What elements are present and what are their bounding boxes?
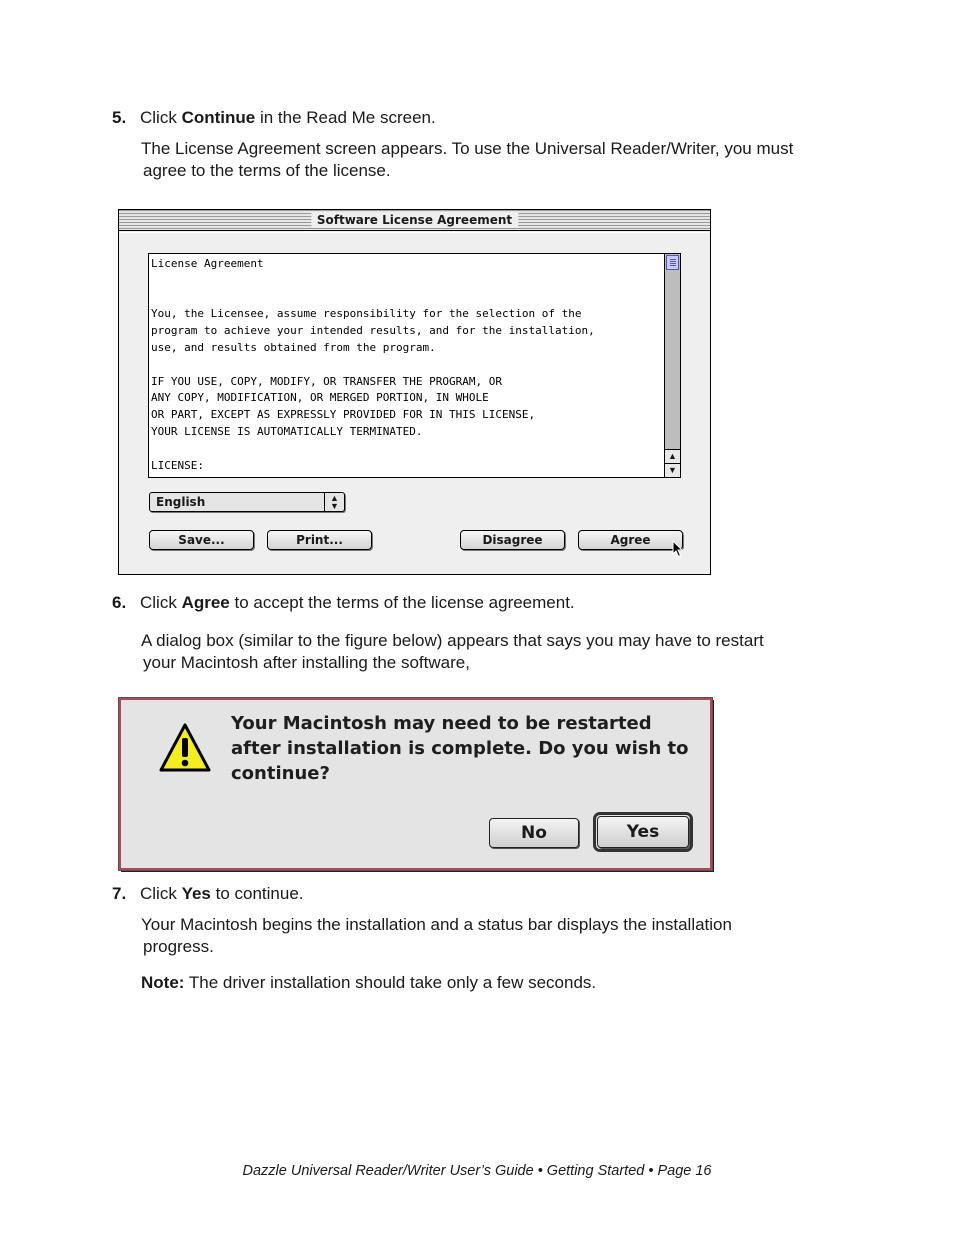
scroll-up-arrow-icon[interactable]: ▲ [665,449,680,463]
description-line: your Macintosh after installing the software, [143,653,470,672]
license-text: License Agreement You, the Licensee, assume responsibility for the selection of the program to achieve your intended results, and for the installation, use, and results obtained from the program. IF YOU USE, COPY, MODIFY, OR TRANSFER THE PROGRAM, OR ANY COPY, MODIFICATION, OR MERGED PORTION, IN WHOLE OR PART, EXCEPT AS EXPRESSLY PROVIDED FOR IN THIS LICENSE, YOUR LICENSE IS AUTOMATICALLY TERMINATED. LICENSE: [151,257,595,472]
description-line: Your Macintosh begins the installation and a status bar displays the installation [141,915,732,934]
description-line: agree to the terms of the license. [143,161,391,180]
step-text-pre: Click [140,593,182,612]
window-title: Software License Agreement [311,212,518,228]
disagree-button[interactable]: Disagree [460,530,565,550]
step-number: 6. [112,593,127,612]
step-text-pre: Click [140,108,182,127]
note-label: Note: [141,973,185,992]
note-text: The driver installation should take only a few seconds. [184,973,597,992]
window-title-bar[interactable] [119,210,710,231]
warning-icon [158,722,212,774]
step-text-post: to accept the terms of the license agreement. [229,593,575,612]
grip-icon [670,259,676,266]
scroll-thumb[interactable] [666,255,679,270]
step-5-description [141,138,851,182]
updown-arrows-icon: ▲ ▼ [324,493,344,511]
print-button[interactable]: Print... [267,530,372,550]
license-text-area[interactable] [148,253,681,478]
page-footer: Dazzle Universal Reader/Writer User’s Guide • Getting Started • Page 16 [242,1163,712,1179]
yes-button[interactable]: Yes [597,816,689,848]
step-6 [112,592,575,614]
save-button[interactable]: Save... [149,530,254,550]
description-line: progress. [143,937,214,956]
description-line: The License Agreement screen appears. To use the Universal Reader/Writer, you must [141,139,794,158]
step-7-description [141,914,851,958]
step-number: 7. [112,884,127,903]
description-line: A dialog box (similar to the figure below) appears that says you may have to restart [141,631,764,650]
step-keyword: Continue [181,108,256,127]
mouse-pointer-icon [672,540,684,558]
step-7 [112,883,304,905]
vertical-scrollbar[interactable] [664,254,680,477]
step-number: 5. [112,108,127,127]
step-text-pre: Click [140,884,182,903]
step-6-description [141,630,851,674]
language-select[interactable] [149,492,345,512]
language-selected-value: English [156,495,206,509]
restart-message: Your Macintosh may need to be restarted after installation is complete. Do you wish to continue? [231,713,689,784]
step-keyword: Agree [181,593,230,612]
note [141,972,851,994]
step-text-post: to continue. [210,884,304,903]
no-button[interactable]: No [489,818,579,848]
step-5 [112,107,436,129]
agree-button[interactable]: Agree [578,530,683,550]
step-keyword: Yes [181,884,211,903]
step-text-post: in the Read Me screen. [255,108,436,127]
scroll-down-arrow-icon[interactable]: ▼ [665,463,680,477]
